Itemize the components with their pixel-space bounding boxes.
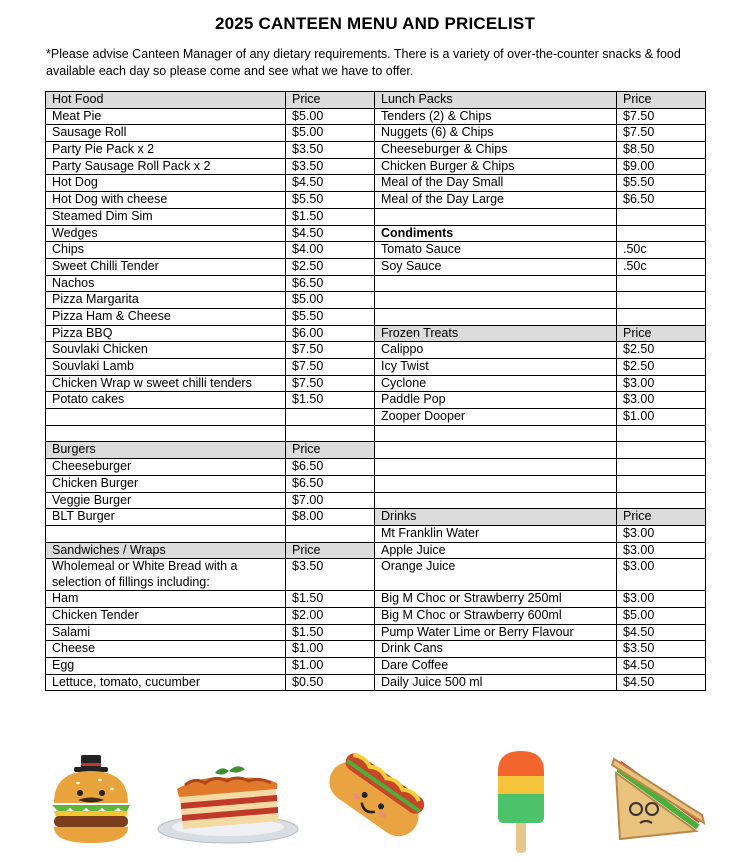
table-row	[46, 175, 706, 192]
table-row	[46, 142, 706, 159]
item-cell: Chicken Tender	[46, 607, 286, 624]
price-cell	[617, 308, 706, 325]
item-cell: Meal of the Day Large	[375, 192, 617, 209]
item-cell: Pizza BBQ	[46, 325, 286, 342]
price-cell: $4.50	[617, 674, 706, 691]
item-cell: Ham	[46, 591, 286, 608]
food-illustrations	[0, 745, 750, 855]
item-cell: Condiments	[375, 225, 617, 242]
table-row	[46, 624, 706, 641]
table-row	[46, 475, 706, 492]
table-row	[46, 509, 706, 526]
item-cell	[375, 492, 617, 509]
table-row	[46, 525, 706, 542]
item-cell	[375, 308, 617, 325]
price-cell: $5.00	[286, 292, 375, 309]
table-row	[46, 108, 706, 125]
item-cell: Apple Juice	[375, 542, 617, 559]
item-cell: Potato cakes	[46, 392, 286, 409]
price-cell: $4.50	[286, 225, 375, 242]
icy-pole-image	[494, 749, 548, 855]
item-cell	[375, 275, 617, 292]
item-cell: Tenders (2) & Chips	[375, 108, 617, 125]
price-cell: $5.50	[286, 192, 375, 209]
table-row	[46, 409, 706, 426]
table-row	[46, 308, 706, 325]
table-row	[46, 542, 706, 559]
price-cell: $7.50	[617, 125, 706, 142]
table-row	[46, 641, 706, 658]
price-cell: $7.50	[617, 108, 706, 125]
section-header-cell: Hot Food	[46, 92, 286, 109]
table-row	[46, 442, 706, 459]
item-cell: Wedges	[46, 225, 286, 242]
item-cell: Daily Juice 500 ml	[375, 674, 617, 691]
table-row	[46, 92, 706, 109]
item-cell	[375, 425, 617, 442]
price-cell: $1.00	[617, 409, 706, 426]
item-cell: Salami	[46, 624, 286, 641]
price-cell: $8.00	[286, 509, 375, 526]
price-cell: $1.00	[286, 658, 375, 675]
table-row	[46, 325, 706, 342]
item-cell: Nuggets (6) & Chips	[375, 125, 617, 142]
item-cell: Dare Coffee	[375, 658, 617, 675]
price-cell: $1.00	[286, 641, 375, 658]
price-cell: $7.50	[286, 375, 375, 392]
table-row	[46, 275, 706, 292]
section-header-cell: Price	[617, 92, 706, 109]
price-cell: $1.50	[286, 591, 375, 608]
price-cell: $7.00	[286, 492, 375, 509]
item-cell: Calippo	[375, 342, 617, 359]
item-cell: Cheeseburger & Chips	[375, 142, 617, 159]
item-cell: Big M Choc or Strawberry 250ml	[375, 591, 617, 608]
price-cell: $5.00	[286, 108, 375, 125]
price-cell: $7.50	[286, 342, 375, 359]
price-cell	[286, 525, 375, 542]
item-cell	[375, 475, 617, 492]
section-header-cell: Sandwiches / Wraps	[46, 542, 286, 559]
price-cell: $3.50	[286, 158, 375, 175]
item-cell: Chips	[46, 242, 286, 259]
table-row	[46, 559, 706, 591]
price-cell: $5.00	[617, 607, 706, 624]
price-cell: $6.50	[286, 475, 375, 492]
price-cell: $1.50	[286, 624, 375, 641]
section-header-cell: Price	[286, 92, 375, 109]
section-header-cell: Price	[286, 542, 375, 559]
table-row	[46, 258, 706, 275]
item-cell: Meal of the Day Small	[375, 175, 617, 192]
item-cell: Pizza Margarita	[46, 292, 286, 309]
table-row	[46, 375, 706, 392]
table-row	[46, 492, 706, 509]
price-cell: $6.50	[286, 459, 375, 476]
price-cell: $4.50	[286, 175, 375, 192]
table-row	[46, 359, 706, 376]
price-cell: $2.00	[286, 607, 375, 624]
item-cell: Orange Juice	[375, 559, 617, 591]
price-cell	[617, 475, 706, 492]
price-cell: $4.50	[617, 624, 706, 641]
item-cell: Meat Pie	[46, 108, 286, 125]
item-cell: Party Sausage Roll Pack x 2	[46, 158, 286, 175]
section-header-cell: Price	[617, 325, 706, 342]
price-cell: $4.50	[617, 658, 706, 675]
item-cell: Party Pie Pack x 2	[46, 142, 286, 159]
price-cell: $2.50	[617, 359, 706, 376]
item-cell: Zooper Dooper	[375, 409, 617, 426]
dietary-note: *Please advise Canteen Manager of any dietary requirements. There is a variety of over-the-counter snacks & food available each day so please come and see what we have to offer.	[46, 47, 681, 78]
price-cell: $2.50	[617, 342, 706, 359]
price-cell: $5.00	[286, 125, 375, 142]
item-cell	[375, 442, 617, 459]
table-row	[46, 125, 706, 142]
price-cell	[617, 492, 706, 509]
item-cell: Egg	[46, 658, 286, 675]
price-cell: $6.50	[617, 192, 706, 209]
price-cell	[617, 459, 706, 476]
item-cell	[375, 459, 617, 476]
item-cell: Lettuce, tomato, cucumber	[46, 674, 286, 691]
price-cell: $0.50	[286, 674, 375, 691]
item-cell: Big M Choc or Strawberry 600ml	[375, 607, 617, 624]
item-cell: Veggie Burger	[46, 492, 286, 509]
table-row	[46, 242, 706, 259]
item-cell: Souvlaki Lamb	[46, 359, 286, 376]
price-cell: $3.00	[617, 525, 706, 542]
price-cell	[617, 442, 706, 459]
item-cell	[46, 425, 286, 442]
item-cell: Icy Twist	[375, 359, 617, 376]
price-cell: $7.50	[286, 359, 375, 376]
price-cell: $3.00	[617, 375, 706, 392]
price-cell	[286, 409, 375, 426]
table-row	[46, 208, 706, 225]
price-cell: $3.50	[286, 559, 375, 591]
price-cell	[286, 425, 375, 442]
section-header-cell: Price	[617, 509, 706, 526]
table-row	[46, 425, 706, 442]
section-header-cell: Price	[286, 442, 375, 459]
price-cell: $6.50	[286, 275, 375, 292]
price-cell: $5.50	[617, 175, 706, 192]
hotdog-image	[322, 749, 426, 849]
item-cell	[46, 525, 286, 542]
price-cell: $5.50	[286, 308, 375, 325]
table-row	[46, 392, 706, 409]
menu-table	[45, 91, 706, 691]
table-row	[46, 225, 706, 242]
price-cell	[617, 208, 706, 225]
item-cell: Soy Sauce	[375, 258, 617, 275]
lasagna-image	[155, 763, 301, 845]
price-cell: $3.50	[617, 641, 706, 658]
table-row	[46, 591, 706, 608]
section-header-cell: Drinks	[375, 509, 617, 526]
price-cell: $1.50	[286, 208, 375, 225]
table-row	[46, 674, 706, 691]
section-header-cell: Burgers	[46, 442, 286, 459]
item-cell: Hot Dog with cheese	[46, 192, 286, 209]
item-cell: Cheeseburger	[46, 459, 286, 476]
table-row	[46, 607, 706, 624]
price-cell: $3.50	[286, 142, 375, 159]
item-cell: Chicken Burger	[46, 475, 286, 492]
price-cell: $3.00	[617, 392, 706, 409]
item-cell: Souvlaki Chicken	[46, 342, 286, 359]
item-cell: Pizza Ham & Cheese	[46, 308, 286, 325]
table-row	[46, 342, 706, 359]
item-cell: Hot Dog	[46, 175, 286, 192]
item-cell: Pump Water Lime or Berry Flavour	[375, 624, 617, 641]
item-cell: Tomato Sauce	[375, 242, 617, 259]
item-cell: BLT Burger	[46, 509, 286, 526]
price-cell: .50c	[617, 242, 706, 259]
price-cell	[617, 425, 706, 442]
item-cell: Cheese	[46, 641, 286, 658]
price-cell: $1.50	[286, 392, 375, 409]
item-cell: Cyclone	[375, 375, 617, 392]
item-cell	[375, 208, 617, 225]
item-cell: Mt Franklin Water	[375, 525, 617, 542]
page-title: 2025 CANTEEN MENU AND PRICELIST	[214, 14, 536, 33]
table-row	[46, 158, 706, 175]
section-header-cell: Frozen Treats	[375, 325, 617, 342]
item-cell: Steamed Dim Sim	[46, 208, 286, 225]
price-cell: .50c	[617, 258, 706, 275]
item-cell: Nachos	[46, 275, 286, 292]
price-cell: $9.00	[617, 158, 706, 175]
price-cell: $2.50	[286, 258, 375, 275]
price-cell: $3.00	[617, 591, 706, 608]
item-cell: Paddle Pop	[375, 392, 617, 409]
item-cell: Sweet Chilli Tender	[46, 258, 286, 275]
price-cell: $3.00	[617, 559, 706, 591]
item-cell	[46, 409, 286, 426]
price-cell	[617, 292, 706, 309]
item-cell: Drink Cans	[375, 641, 617, 658]
item-cell: Chicken Wrap w sweet chilli tenders	[46, 375, 286, 392]
table-row	[46, 292, 706, 309]
item-cell: Wholemeal or White Bread with a selection of fillings including:	[46, 559, 286, 591]
table-row	[46, 192, 706, 209]
item-cell	[375, 292, 617, 309]
price-cell: $4.00	[286, 242, 375, 259]
price-cell	[617, 225, 706, 242]
item-cell: Sausage Roll	[46, 125, 286, 142]
table-row	[46, 658, 706, 675]
price-cell: $6.00	[286, 325, 375, 342]
price-cell: $8.50	[617, 142, 706, 159]
item-cell: Chicken Burger & Chips	[375, 158, 617, 175]
price-cell	[617, 275, 706, 292]
price-cell: $3.00	[617, 542, 706, 559]
sandwich-image	[606, 753, 706, 847]
section-header-cell: Lunch Packs	[375, 92, 617, 109]
table-row	[46, 459, 706, 476]
burger-image	[48, 753, 134, 851]
